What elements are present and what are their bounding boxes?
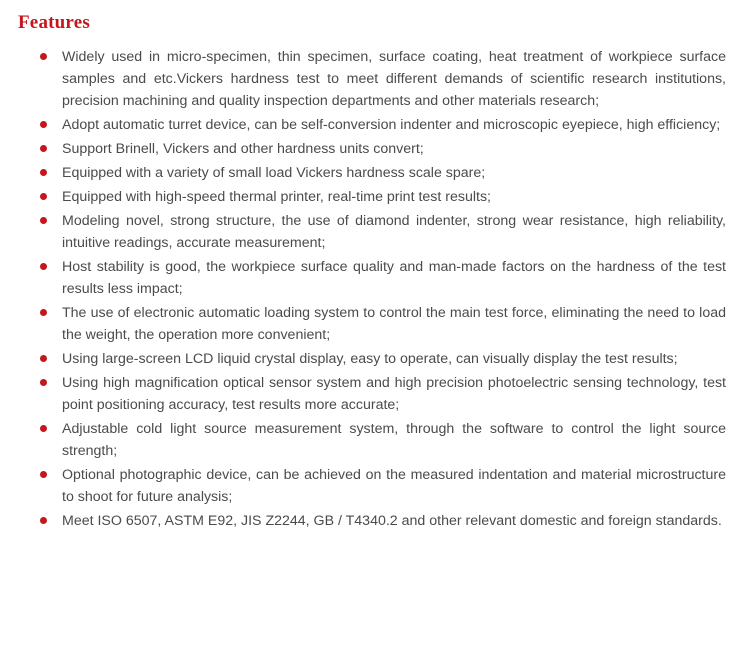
list-item — [40, 256, 726, 300]
list-item — [40, 210, 726, 254]
feature-text: Equipped with high-speed thermal printer, real-time print test results; — [62, 189, 491, 205]
bullet-icon — [40, 263, 47, 270]
features-list — [14, 46, 736, 532]
feature-text: Host stability is good, the workpiece surface quality and man-made factors on the hardness of the test results less impact; — [62, 259, 726, 297]
feature-text: The use of electronic automatic loading system to control the main test force, eliminating the need to load the weight, the operation more convenient; — [62, 305, 726, 343]
feature-text: Adopt automatic turret device, can be self-conversion indenter and microscopic eyepiece, high efficiency; — [62, 117, 721, 133]
bullet-icon — [40, 145, 47, 152]
feature-text: Adjustable cold light source measurement system, through the software to control the light source strength; — [62, 421, 726, 459]
list-item — [40, 114, 726, 136]
bullet-icon — [40, 193, 47, 200]
bullet-icon — [40, 309, 47, 316]
bullet-icon — [40, 217, 47, 224]
bullet-icon — [40, 517, 47, 524]
list-item — [40, 510, 726, 532]
bullet-icon — [40, 425, 47, 432]
list-item — [40, 348, 726, 370]
list-item — [40, 46, 726, 112]
list-item — [40, 162, 726, 184]
list-item — [40, 302, 726, 346]
bullet-icon — [40, 169, 47, 176]
bullet-icon — [40, 355, 47, 362]
bullet-icon — [40, 53, 47, 60]
list-item — [40, 418, 726, 462]
list-item — [40, 186, 726, 208]
feature-text: Support Brinell, Vickers and other hardness units convert; — [62, 141, 424, 157]
feature-text: Meet ISO 6507, ASTM E92, JIS Z2244, GB / T4340.2 and other relevant domestic and foreign standards. — [62, 513, 722, 529]
list-item — [40, 464, 726, 508]
feature-text: Optional photographic device, can be achieved on the measured indentation and material microstructure to shoot for future analysis; — [62, 467, 726, 505]
page-title: Features — [18, 12, 90, 33]
feature-text: Equipped with a variety of small load Vickers hardness scale spare; — [62, 165, 486, 181]
feature-text: Using high magnification optical sensor system and high precision photoelectric sensing technology, test point positioning accuracy, test results more accurate; — [62, 375, 726, 413]
list-item — [40, 372, 726, 416]
list-item — [40, 138, 726, 160]
feature-text: Using large-screen LCD liquid crystal display, easy to operate, can visually display the test results; — [62, 351, 678, 367]
bullet-icon — [40, 471, 47, 478]
feature-text: Modeling novel, strong structure, the use of diamond indenter, strong wear resistance, high reliability, intuitive readings, accurate measurement; — [62, 213, 726, 251]
feature-text: Widely used in micro-specimen, thin specimen, surface coating, heat treatment of workpiece surface samples and etc.Vickers hardness test to meet different demands of scientific research institutions, precision machining and quality inspection departments and other materials research; — [62, 49, 726, 109]
bullet-icon — [40, 121, 47, 128]
bullet-icon — [40, 379, 47, 386]
